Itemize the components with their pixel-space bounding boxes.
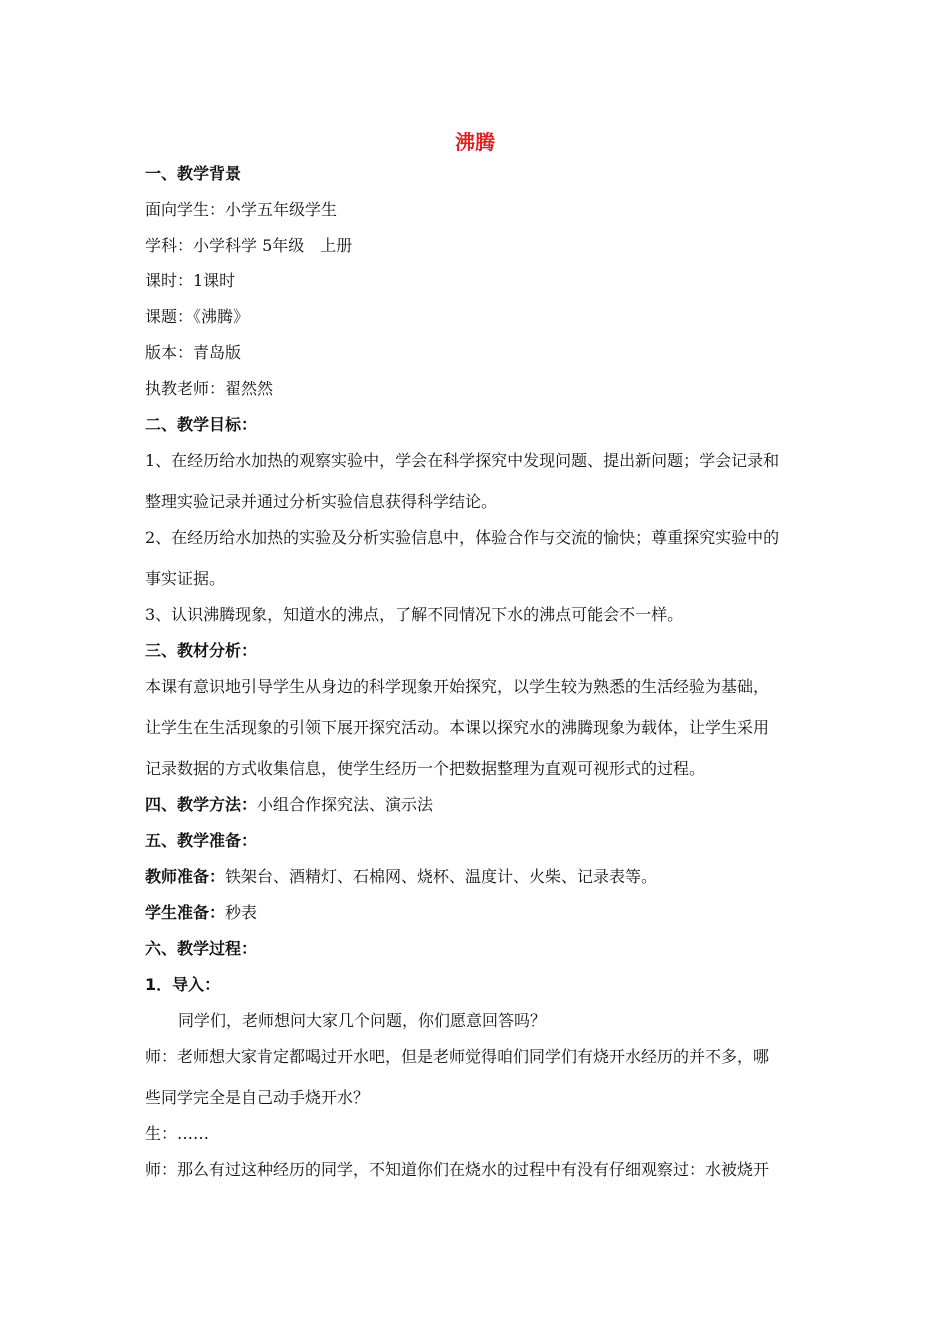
teacher-dialogue-1a: 师：老师想大家肯定都喝过开水吧，但是老师觉得咱们同学们有烧开水经历的并不多，哪 — [145, 1047, 770, 1066]
students-line: 面向学生：小学五年级学生 — [145, 200, 338, 219]
teacher-dialogue-1b: 些同学完全是自己动手烧开水？ — [145, 1088, 370, 1107]
goal-1-line-b: 整理实验记录并通过分析实验信息获得科学结论。 — [145, 492, 498, 511]
teacher-prep-label: 教师准备： — [145, 867, 226, 886]
topic-line: 课题：《沸腾》 — [145, 307, 250, 326]
student-prep-label: 学生准备： — [145, 903, 226, 922]
document-title: 沸腾 — [455, 130, 495, 154]
teacher-prep-text: 铁架台、酒精灯、石棉网、烧杯、温度计、火柴、记录表等。 — [225, 867, 658, 886]
section-heading-background: 一、教学背景 — [145, 164, 242, 183]
section-heading-goals: 二、教学目标： — [145, 415, 258, 434]
student-prep-text: 秒表 — [225, 903, 258, 922]
section-heading-process: 六、教学过程： — [145, 939, 258, 958]
section-heading-preparation: 五、教学准备： — [145, 831, 258, 850]
goal-2-line-b: 事实证据。 — [145, 569, 226, 588]
goal-3-line: 3、认识沸腾现象，知道水的沸点，了解不同情况下水的沸点可能会不一样。 — [145, 605, 684, 624]
edition-line: 版本：青岛版 — [145, 343, 242, 362]
methods-text: 小组合作探究法、演示法 — [257, 795, 434, 814]
subject-line: 学科：小学科学 5年级 上册 — [145, 236, 353, 255]
analysis-line-c: 记录数据的方式收集信息，使学生经历一个把数据整理为直观可视形式的过程。 — [145, 759, 706, 778]
section-heading-analysis: 三、教材分析： — [145, 641, 258, 660]
analysis-line-a: 本课有意识地引导学生从身边的科学现象开始探究，以学生较为熟悉的生活经验为基础， — [145, 677, 770, 696]
teacher-prep-line — [145, 867, 657, 887]
student-prep-line — [145, 903, 257, 923]
teacher-dialogue-2: 师：那么有过这种经历的同学，不知道你们在烧水的过程中有没有仔细观察过：水被烧开 — [145, 1160, 770, 1179]
hours-line: 课时：1课时 — [145, 271, 236, 290]
goal-2-line-a: 2、在经历给水加热的实验及分析实验信息中，体验合作与交流的愉快；尊重探究实验中的 — [145, 528, 780, 547]
analysis-line-b: 让学生在生活现象的引领下展开探究活动。本课以探究水的沸腾现象为载体，让学生采用 — [145, 718, 770, 737]
intro-paragraph: 同学们，老师想问大家几个问题，你们愿意回答吗？ — [178, 1011, 547, 1030]
step-1-heading: 1．导入： — [145, 975, 221, 994]
section-heading-methods: 四、教学方法： — [145, 795, 258, 814]
student-dialogue-1: 生：…… — [145, 1124, 210, 1143]
methods-line — [145, 795, 433, 815]
teacher-line: 执教老师：翟然然 — [145, 379, 274, 398]
goal-1-line-a: 1、在经历给水加热的观察实验中，学会在科学探究中发现问题、提出新问题；学会记录和 — [145, 451, 780, 470]
